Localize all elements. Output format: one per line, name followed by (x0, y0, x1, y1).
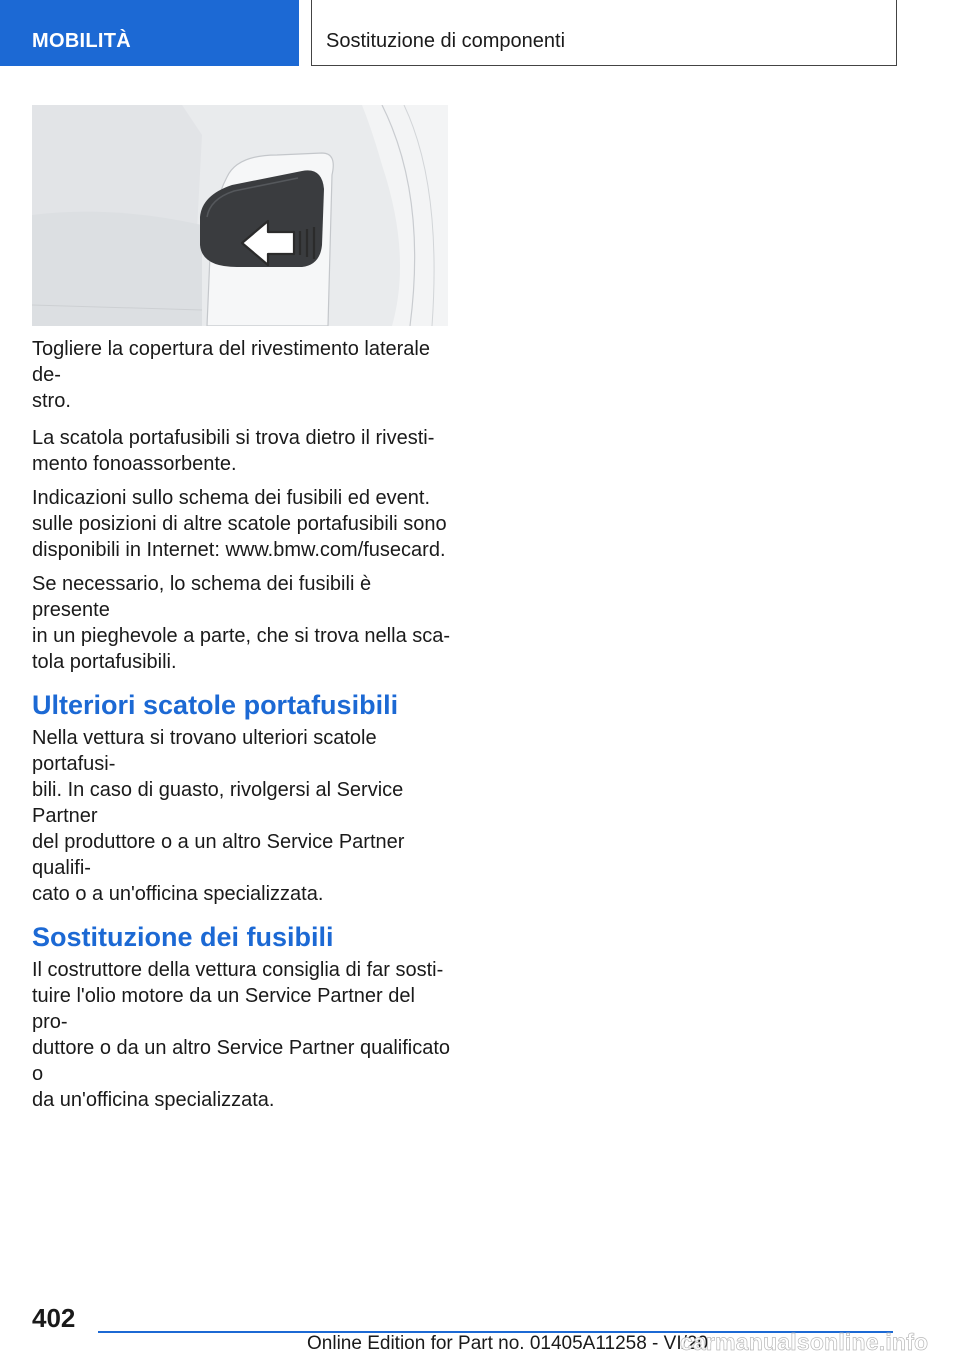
section-tab (0, 0, 299, 66)
paragraph-additional-fuse-boxes: Nella vettura si trovano ulteriori scatole portafusi- bili. In caso di guasto, rivolgersi al Service Partner del produttore o a un altro Service Partner qualifi- cato o a un'officina specializzata. (32, 727, 405, 905)
edition-note: Online Edition for Part no. 01405A11258 - VI/20 (307, 1333, 709, 1354)
chapter-tab (311, 0, 897, 66)
content-column (32, 336, 452, 1121)
section-title: MOBILITÀ (32, 30, 132, 52)
paragraph-replacing-fuses: Il costruttore della vettura consiglia di far sosti- tuire l'olio motore da un Service Partner del pro- duttore o da un altro Service Partner qualificato o da un'officina specializzata. (32, 959, 451, 1111)
instruction-text: Togliere la copertura del rivestimento laterale de- stro. (32, 338, 430, 412)
watermark: carmanualsonline.info (680, 1329, 929, 1355)
page-number: 402 (32, 1303, 76, 1333)
trim-panel-drawing (32, 105, 448, 326)
heading-additional-fuse-boxes: Ulteriori scatole portafusibili (32, 690, 399, 720)
chapter-title: Sostituzione di componenti (326, 30, 566, 52)
trim-panel-illustration (32, 105, 448, 326)
paragraph-fuse-leaflet: Se necessario, lo schema dei fusibili è presente in un pieghevole a parte, che si trova nella sca- tola portafusibili. (32, 573, 451, 673)
paragraph-fuse-info: Indicazioni sullo schema dei fusibili ed event. sulle posizioni di altre scatole portafusibili sono disponibili in Internet: www.bmw.com/fusecard. (32, 487, 447, 561)
paragraph-fuse-box-location: La scatola portafusibili si trova dietro il rivesti- mento fonoassorbente. (32, 427, 435, 475)
heading-replacing-fuses: Sostituzione dei fusibili (32, 922, 334, 952)
